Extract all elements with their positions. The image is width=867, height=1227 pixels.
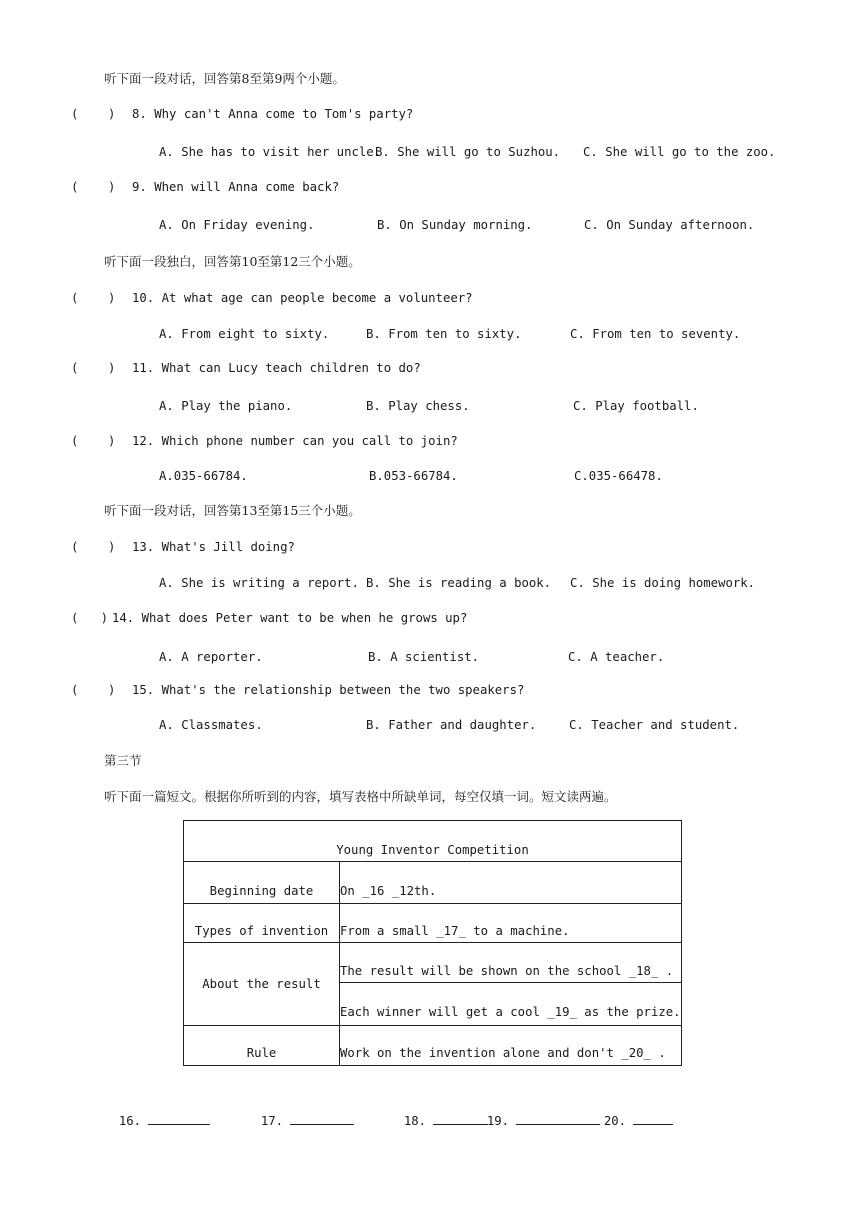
question-10-paren: ( ) <box>71 291 116 305</box>
question-9-option-b: B. On Sunday morning. <box>377 218 533 232</box>
competition-table <box>183 820 682 1066</box>
question-11-paren: ( ) <box>71 361 116 375</box>
row-label-about-the-result: About the result <box>184 943 340 1026</box>
question-15-option-b: B. Father and daughter. <box>366 718 537 732</box>
question-9-text: 9. When will Anna come back? <box>132 180 340 194</box>
row-value-rule: Work on the invention alone and don't _20_ . <box>340 1026 682 1066</box>
table-title: Young Inventor Competition <box>184 821 682 862</box>
question-11-option-a: A. Play the piano. <box>159 399 293 413</box>
question-11-option-c: C. Play football. <box>573 399 699 413</box>
question-11-option-b: B. Play chess. <box>366 399 470 413</box>
question-13-option-c: C. She is doing homework. <box>570 576 756 590</box>
question-8-option-a: A. She has to visit her uncle. <box>159 145 382 159</box>
question-10-text: 10. At what age can people become a volunteer? <box>132 291 473 305</box>
question-8-text: 8. Why can't Anna come to Tom's party? <box>132 107 414 121</box>
part3-instructions: 听下面一篇短文。根据你所听到的内容，填写表格中所缺单词，每空仅填一词。短文读两遍。 <box>104 789 617 804</box>
question-12-text: 12. Which phone number can you call to join? <box>132 434 458 448</box>
answer-18-label: 18. <box>403 1114 427 1128</box>
question-9-option-c: C. On Sunday afternoon. <box>584 218 755 232</box>
question-14-option-a: A. A reporter. <box>159 650 263 664</box>
answer-16-label: 16. <box>118 1114 142 1128</box>
question-14-paren: ( ) <box>71 611 109 625</box>
question-13-option-a: A. She is writing a report. <box>159 576 359 590</box>
question-10-option-b: B. From ten to sixty. <box>366 327 522 341</box>
question-13-text: 13. What's Jill doing? <box>132 540 295 554</box>
question-8-option-b: B. She will go to Suzhou. <box>375 145 561 159</box>
question-15-option-a: A. Classmates. <box>159 718 263 732</box>
question-11-text: 11. What can Lucy teach children to do? <box>132 361 421 375</box>
question-15-text: 15. What's the relationship between the two speakers? <box>132 683 525 697</box>
row-value-result-shown: The result will be shown on the school _18_ . <box>340 943 682 983</box>
question-8-option-c: C. She will go to the zoo. <box>583 145 776 159</box>
answer-20-blank[interactable] <box>633 1112 673 1125</box>
question-8-paren: ( ) <box>71 107 116 121</box>
question-14-option-b: B. A scientist. <box>368 650 480 664</box>
section-intro-10-12: 听下面一段独白，回答第10至第12三个小题。 <box>104 254 361 269</box>
row-value-beginning-date: On _16 _12th. <box>340 862 682 904</box>
answer-20-label: 20. <box>603 1114 627 1128</box>
question-9-paren: ( ) <box>71 180 116 194</box>
answer-16-blank[interactable] <box>148 1112 210 1125</box>
question-15-option-c: C. Teacher and student. <box>569 718 740 732</box>
question-14-option-c: C. A teacher. <box>568 650 665 664</box>
answer-17-blank[interactable] <box>290 1112 354 1125</box>
answer-19 <box>472 1098 600 1128</box>
row-label-types-of-invention: Types of invention <box>184 904 340 943</box>
question-9-option-a: A. On Friday evening. <box>159 218 315 232</box>
question-12-option-b: B.053-66784. <box>369 469 458 483</box>
answer-20 <box>589 1098 673 1128</box>
question-14-text: 14. What does Peter want to be when he grows up? <box>112 611 468 625</box>
row-label-beginning-date: Beginning date <box>184 862 340 904</box>
question-10-option-a: A. From eight to sixty. <box>159 327 330 341</box>
answer-16 <box>104 1098 210 1128</box>
section-intro-8-9: 听下面一段对话，回答第8至第9两个小题。 <box>104 71 345 86</box>
question-13-option-b: B. She is reading a book. <box>366 576 552 590</box>
row-value-winner-prize: Each winner will get a cool _19_ as the prize. <box>340 983 682 1026</box>
answer-17 <box>246 1098 354 1128</box>
row-value-types-of-invention: From a small _17_ to a machine. <box>340 904 682 943</box>
question-13-paren: ( ) <box>71 540 116 554</box>
row-label-rule: Rule <box>184 1026 340 1066</box>
question-15-paren: ( ) <box>71 683 116 697</box>
answer-19-label: 19. <box>486 1114 510 1128</box>
question-12-paren: ( ) <box>71 434 116 448</box>
answer-17-label: 17. <box>260 1114 284 1128</box>
question-10-option-c: C. From ten to seventy. <box>570 327 741 341</box>
section-intro-13-15: 听下面一段对话，回答第13至第15三个小题。 <box>104 503 361 518</box>
part3-title: 第三节 <box>104 753 142 768</box>
answer-19-blank[interactable] <box>516 1112 600 1125</box>
question-12-option-c: C.035-66478. <box>574 469 663 483</box>
question-12-option-a: A.035-66784. <box>159 469 248 483</box>
